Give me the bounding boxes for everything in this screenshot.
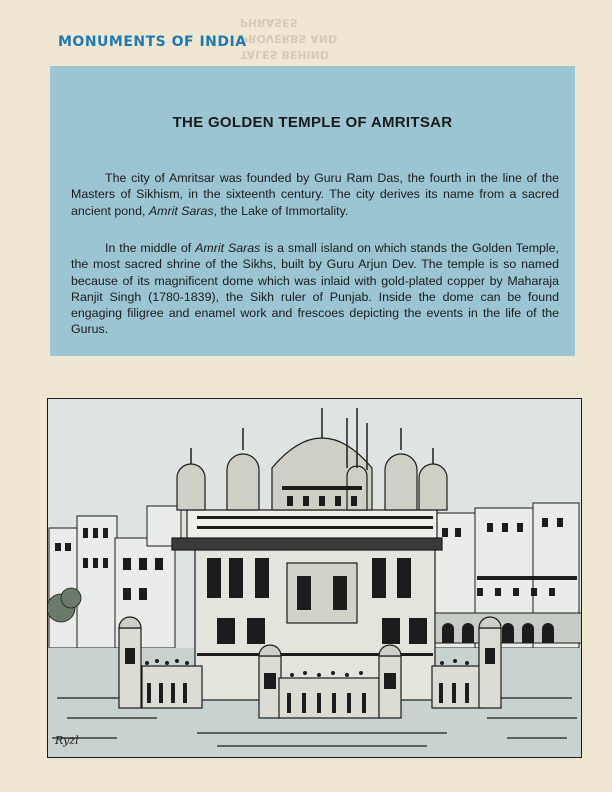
bleed-through-text: TALES BEHIND PROVERBS AND PHRASES (240, 16, 338, 61)
paragraph-1 (71, 170, 559, 219)
paragraph-2 (71, 240, 559, 338)
series-title: MONUMENTS OF INDIA (58, 34, 247, 50)
artist-signature: Ryzl (55, 734, 79, 747)
paragraph-2-emphasis: Amrit Saras (195, 241, 261, 255)
temple-drawing (47, 398, 582, 758)
article-panel (50, 66, 575, 356)
paragraph-2-text-b: is a small island on which stands the Golden Temple, the most sacred shrine of the Sikhs, built by Guru Arjun Dev. The temple is so named because of its magnificent dome which was inlaid with gold-plated copper by Maharaja Ranjit Singh (1780-1839), the Sikh ruler of Punjab. Inside the dome can be found engaging filigree and enamel work and frescoes depicting the events in the life of the Gurus. (71, 241, 560, 337)
paragraph-1-emphasis: Amrit Saras (148, 203, 214, 218)
paragraph-1-text-a: The city of Amritsar was founded by Guru Ram Das, the fourth in the line of the Masters of Sikhism, in the sixteenth century. The city derives its name from a sacred ancient pond, (71, 171, 559, 218)
paragraph-1-text-b: , the Lake of Immortality. (213, 203, 349, 218)
golden-temple-illustration (47, 398, 582, 758)
article-title: THE GOLDEN TEMPLE OF AMRITSAR (172, 114, 453, 131)
paragraph-2-text-a: In the middle of (105, 241, 196, 255)
